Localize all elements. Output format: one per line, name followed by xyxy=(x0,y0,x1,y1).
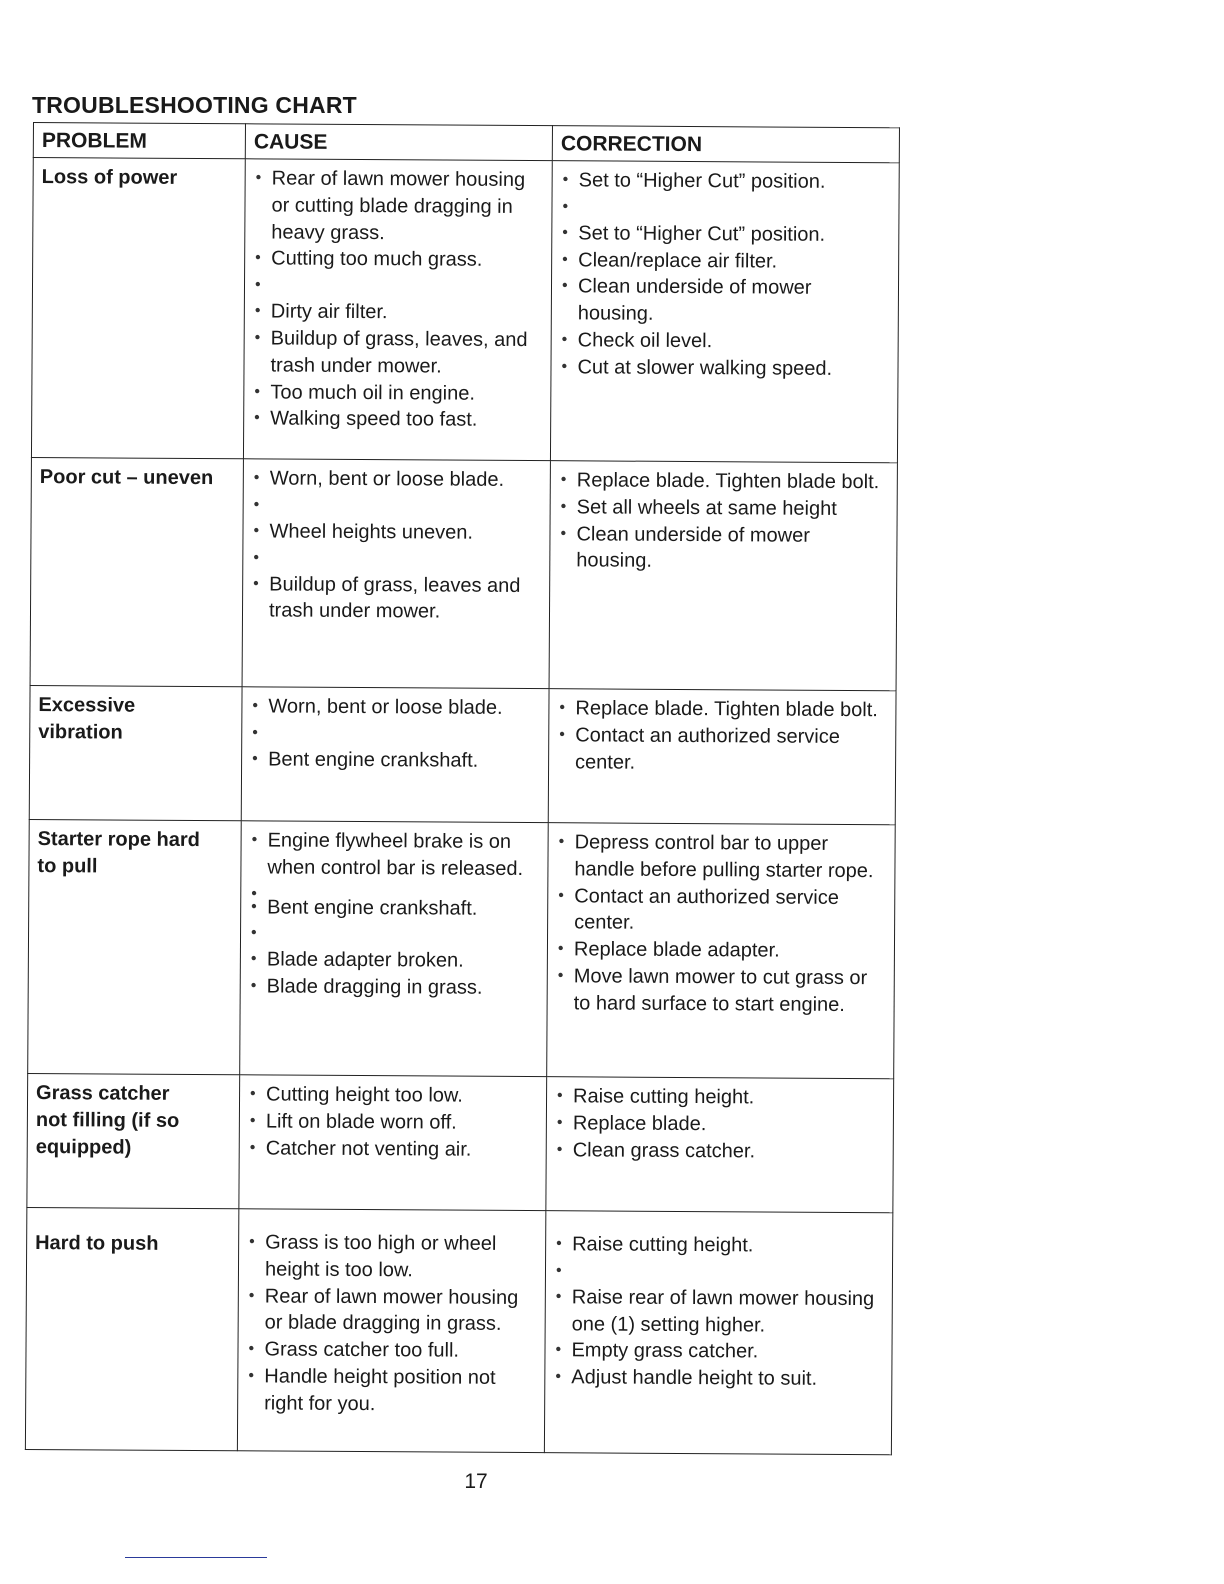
correction-item: • Raise cutting height. xyxy=(554,1231,884,1260)
problem-text: Excessive xyxy=(38,694,136,717)
cause-item: • Dirty air filter. xyxy=(253,299,543,328)
cause-item: • Handle height position not right for you. xyxy=(246,1363,536,1418)
troubleshooting-table xyxy=(25,122,900,1455)
correction-cell xyxy=(548,689,896,825)
problem-cell xyxy=(31,158,245,459)
correction-item: • Adjust handle height to suit. xyxy=(553,1364,883,1393)
problem-cell xyxy=(25,1207,238,1450)
footer-rule xyxy=(125,1557,267,1558)
cause-cell xyxy=(243,159,552,461)
cause-item: • Bent engine crankshaft. xyxy=(249,894,539,923)
problem-cell xyxy=(30,457,243,686)
cause-item: • Cutting too much grass. xyxy=(253,246,543,275)
header-cause: CAUSE xyxy=(245,124,552,161)
correction-item: • Replace blade. Tighten blade bolt. xyxy=(557,695,887,724)
cause-cell xyxy=(241,687,549,823)
correction-item: • Cut at slower walking speed. xyxy=(559,354,889,383)
cause-item: • Too much oil in engine. xyxy=(252,379,542,408)
problem-cell xyxy=(29,685,242,820)
correction-item: • Contact an authorized service center. xyxy=(557,722,887,778)
correction-item: • Set all wheels at same height xyxy=(559,494,889,523)
spacer xyxy=(554,1258,884,1286)
cause-item: • Worn, bent or loose blade. xyxy=(252,465,542,494)
problem-text: not filling (if so xyxy=(35,1108,180,1132)
cause-item: • Worn, bent or loose blade. xyxy=(250,693,540,722)
correction-item: • Depress control bar to upper handle before pulling starter rope. xyxy=(556,829,886,885)
correction-item: • Check oil level. xyxy=(560,327,890,356)
correction-item: • Contact an authorized service center. xyxy=(556,883,886,939)
correction-item: • Empty grass catcher. xyxy=(553,1338,883,1367)
cause-item: • Buildup of grass, leaves and trash under mower. xyxy=(251,571,541,626)
cause-item: • Bent engine crankshaft. xyxy=(250,746,540,775)
cause-item: • Engine flywheel brake is on when control bar is released. xyxy=(249,827,539,882)
problem-text: Grass catcher xyxy=(36,1082,170,1105)
cause-cell xyxy=(240,821,549,1077)
problem-cell xyxy=(27,1073,240,1208)
spacer xyxy=(249,921,539,949)
problem-text: Hard to push xyxy=(35,1232,159,1255)
cause-item: • Catcher not venting air. xyxy=(248,1135,538,1164)
cause-item: • Grass catcher too full. xyxy=(246,1337,536,1366)
correction-item: • Set to “Higher Cut” position. xyxy=(561,167,891,196)
cause-cell xyxy=(237,1209,545,1453)
cause-cell xyxy=(242,459,550,689)
correction-item: • Clean/replace air filter. xyxy=(560,247,890,276)
cause-item: • Blade dragging in grass. xyxy=(249,974,539,1003)
cause-item: • Blade adapter broken. xyxy=(249,947,539,976)
correction-cell xyxy=(546,1077,894,1213)
correction-item: • Clean grass catcher. xyxy=(555,1137,885,1166)
cause-item: • Walking speed too fast. xyxy=(252,406,542,435)
problem-cell xyxy=(28,819,242,1074)
correction-item: • Clean underside of mower housing. xyxy=(560,274,890,330)
spacer xyxy=(560,194,890,222)
correction-cell xyxy=(550,161,899,463)
correction-item: • Set to “Higher Cut” position. xyxy=(560,220,890,249)
correction-cell xyxy=(544,1211,892,1455)
correction-item: • Raise rear of lawn mower housing one (1) setting higher. xyxy=(554,1284,884,1340)
cause-cell xyxy=(239,1075,547,1211)
table-header-row xyxy=(33,123,899,163)
correction-cell xyxy=(547,823,896,1079)
spacer xyxy=(253,273,543,301)
chart-title: TROUBLESHOOTING CHART xyxy=(32,92,357,118)
correction-item: • Clean underside of mower housing. xyxy=(558,521,888,577)
table-row xyxy=(29,685,896,824)
spacer xyxy=(250,720,540,748)
cause-item: • Buildup of grass, leaves, and trash under mower. xyxy=(252,325,542,380)
cause-item: • Rear of lawn mower housing or cutting blade dragging in heavy grass. xyxy=(253,165,543,247)
problem-text: vibration xyxy=(38,720,123,744)
correction-item: • Move lawn mower to cut grass or to hard surface to start engine. xyxy=(556,963,886,1019)
problem-text: Loss of power xyxy=(41,166,178,189)
cause-item: • Grass is too high or wheel height is too low. xyxy=(247,1229,537,1284)
cause-item: • Cutting height too low. xyxy=(248,1081,538,1110)
spacer xyxy=(252,492,542,520)
problem-text: equipped) xyxy=(35,1135,132,1159)
header-correction: CORRECTION xyxy=(552,126,899,163)
correction-item: • Replace blade. Tighten blade bolt. xyxy=(559,467,889,496)
table-row xyxy=(30,457,897,690)
correction-item: • Raise cutting height. xyxy=(555,1083,885,1112)
table-row xyxy=(27,1073,894,1212)
cause-item: • Lift on blade worn off. xyxy=(248,1108,538,1137)
cause-item: • Wheel heights uneven. xyxy=(251,518,541,547)
table-row xyxy=(31,158,899,463)
cause-item: • Rear of lawn mower housing or blade dragging in grass. xyxy=(247,1283,537,1338)
page-number: 17 xyxy=(464,1470,488,1493)
table-row xyxy=(25,1207,892,1454)
table-row xyxy=(28,819,896,1078)
problem-text: to pull xyxy=(37,854,98,878)
header-problem: PROBLEM xyxy=(33,123,245,159)
problem-text: Poor cut – uneven xyxy=(39,466,214,490)
correction-item: • Replace blade. xyxy=(555,1110,885,1139)
problem-text: Starter rope hard xyxy=(37,828,200,852)
correction-cell xyxy=(549,461,897,691)
correction-item: • Replace blade adapter. xyxy=(556,936,886,965)
spacer xyxy=(251,545,541,573)
